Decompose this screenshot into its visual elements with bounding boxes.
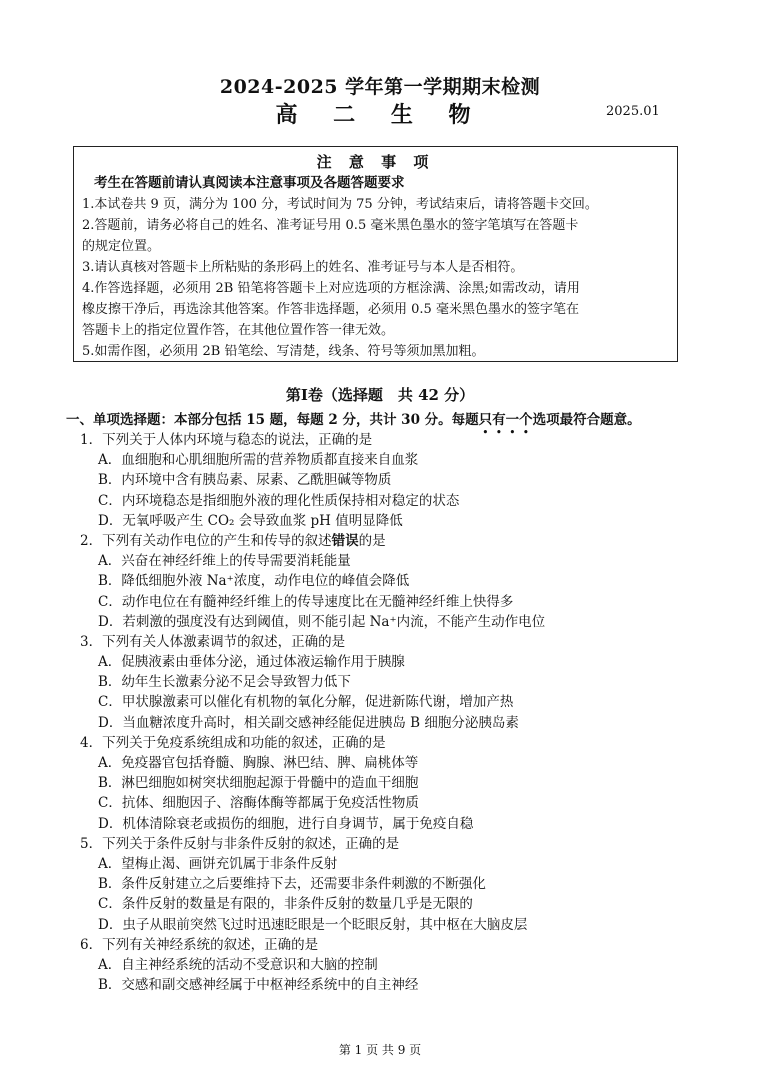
option-c: C．条件反射的数量是有限的，非条件反射的数量几乎是无限的 xyxy=(98,896,473,913)
emphasis-char: 只 xyxy=(478,412,493,428)
question-6 xyxy=(80,935,700,996)
stem-tail: 的是 xyxy=(358,532,386,549)
question-stem: 4．下列关于免疫系统组成和功能的叙述，正确的是 xyxy=(80,734,386,751)
option-b: B．淋巴细胞如树突状细胞起源于骨髓中的造血干细胞 xyxy=(98,775,419,792)
option-d: D．当血糖浓度升高时，相关副交感神经能促进胰岛 B 细胞分泌胰岛素 xyxy=(98,714,519,731)
notice-subtitle: 考生在答题前请认真阅读本注意事项及各题答题要求 xyxy=(94,175,405,191)
page-footer: 第 1 页 共 9 页 xyxy=(338,1043,422,1057)
exam-title: 2024-2025 学年第一学期期末检测 xyxy=(219,76,541,98)
option-c: C．动作电位在有髓神经纤维上的传导速度比在无髓神经纤维上快得多 xyxy=(98,593,514,610)
notice-line: 橡皮擦干净后，再选涂其他答案。作答非选择题，必须用 0.5 毫米黑色墨水的签字笔在 xyxy=(82,302,579,317)
question-stem xyxy=(80,531,700,551)
question-2 xyxy=(80,531,700,632)
option-a: A．兴奋在神经纤维上的传导需要消耗能量 xyxy=(98,553,351,570)
option-b: B．交感和副交感神经属于中枢神经系统中的自主神经 xyxy=(98,977,419,994)
stem-text: 2．下列有关动作电位的产生和传导的叙述 xyxy=(80,532,332,549)
question-4 xyxy=(80,733,700,834)
notice-line: 答题卡上的指定位置作答，在其他位置作答一律无效。 xyxy=(82,323,395,338)
question-5 xyxy=(80,834,700,935)
notice-line: 4.作答选择题，必须用 2B 铅笔将答题卡上对应选项的方框涂满、涂黑;如需改动，请用 xyxy=(82,281,580,296)
option-c: C．内环境稳态是指细胞外液的理化性质保持相对稳定的状态 xyxy=(98,492,460,509)
instruction-pre: 一、单项选择题：本部分包括 15 题，每题 2 分，共计 30 分。每题 xyxy=(66,412,479,428)
question-3 xyxy=(80,632,700,733)
notice-line: 的规定位置。 xyxy=(82,239,161,254)
option-d: D．若刺激的强度没有达到阈值，则不能引起 Na⁺内流，不能产生动作电位 xyxy=(98,613,546,630)
option-c: C．抗体、细胞因子、溶酶体酶等都属于免疫活性物质 xyxy=(98,795,419,812)
question-stem: 5．下列关于条件反射与非条件反射的叙述，正确的是 xyxy=(80,835,400,852)
section-instruction xyxy=(66,408,641,428)
question-stem: 1．下列关于人体内环境与稳态的说法，正确的是 xyxy=(80,432,373,448)
notice-box xyxy=(73,146,678,362)
option-d: D．虫子从眼前突然飞过时迅速眨眼是一个眨眼反射，其中枢在大脑皮层 xyxy=(98,916,528,933)
question-1 xyxy=(80,430,700,531)
notice-line: 2.答题前，请务必将自己的姓名、准考证号用 0.5 毫米黑色墨水的签字笔填写在答题卡 xyxy=(82,218,579,233)
emphasis-char: 个 xyxy=(519,412,533,428)
option-a: A．免疫器官包括脊髓、胸腺、淋巴结、脾、扁桃体等 xyxy=(98,755,419,771)
option-d: D．机体清除衰老或损伤的细胞，进行自身调节，属于免疫自稳 xyxy=(98,815,474,832)
exam-subject: 高 二 生 物 xyxy=(275,102,485,128)
section-title: 第Ⅰ卷（选择题 共 42 分） xyxy=(285,386,475,404)
option-a: A．血细胞和心肌细胞所需的营养物质都直接来自血浆 xyxy=(98,452,419,469)
notice-line: 3.请认真核对答题卡上所粘贴的条形码上的姓名、准考证号与本人是否相符。 xyxy=(82,260,524,275)
question-stem: 6．下列有关神经系统的叙述，正确的是 xyxy=(80,936,319,953)
option-c: C．甲状腺激素可以催化有机物的氧化分解，促进新陈代谢，增加产热 xyxy=(98,694,514,711)
option-a: A．望梅止渴、画饼充饥属于非条件反射 xyxy=(98,855,338,872)
stem-emphasis: 错误 xyxy=(331,532,359,549)
notice-line: 1.本试卷共 9 页，满分为 100 分，考试时间为 75 分钟，考试结束后，请将答题卡交回。 xyxy=(82,197,598,212)
option-b: B．条件反射建立之后要维持下去，还需要非条件刺激的不断强化 xyxy=(98,876,486,893)
option-d: D．无氧呼吸产生 CO₂ 会导致血浆 pH 值明显降低 xyxy=(98,512,403,529)
option-b: B．内环境中含有胰岛素、尿素、乙酰胆碱等物质 xyxy=(98,472,392,489)
exam-date: 2025.01 xyxy=(606,104,660,119)
instruction-post: 选项最符合题意。 xyxy=(532,412,641,428)
option-b: B．降低细胞外液 Na⁺浓度，动作电位的峰值会降低 xyxy=(98,573,410,590)
option-a: A．促胰液素由垂体分泌，通过体液运输作用于胰腺 xyxy=(98,654,405,671)
emphasis-char: 有 xyxy=(492,412,506,428)
option-a: A．自主神经系统的活动不受意识和大脑的控制 xyxy=(98,956,378,973)
question-list xyxy=(80,430,700,995)
notice-line: 5.如需作图，必须用 2B 铅笔绘、写清楚，线条、符号等须加黑加粗。 xyxy=(82,344,485,359)
notice-title: 注 意 事 项 xyxy=(316,153,435,171)
emphasis-char: 一 xyxy=(505,412,520,428)
question-stem: 3．下列有关人体激素调节的叙述，正确的是 xyxy=(80,633,346,650)
option-b: B．幼年生长激素分泌不足会导致智力低下 xyxy=(98,674,351,691)
